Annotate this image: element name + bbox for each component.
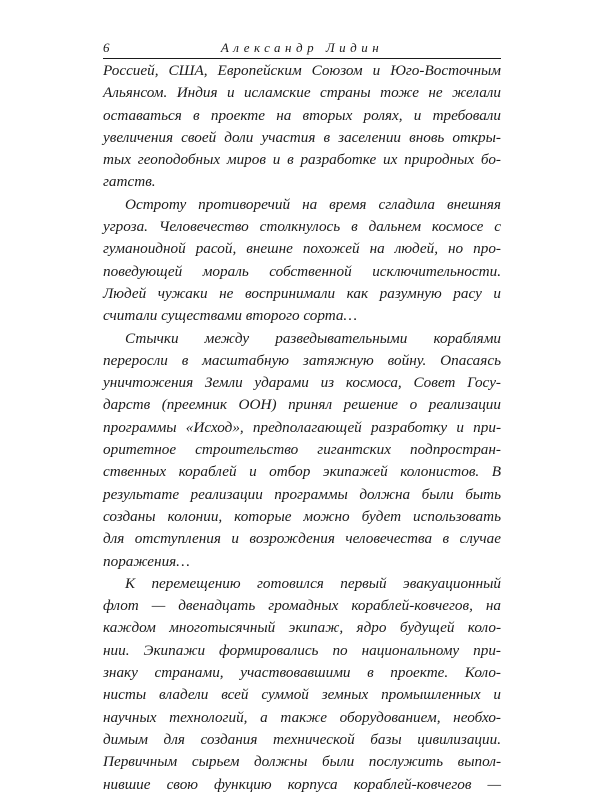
text-line: Альянсом. Индия и исламские страны тоже не желали [103, 84, 501, 102]
text-line: димым для создания технической базы цивилизации. [103, 730, 501, 748]
text-line: флот — двенадцать громадных кораблей-ковчегов, на [103, 597, 501, 615]
text-line: каждом многотысячный экипаж, ядро будущей коло- [103, 619, 501, 637]
text-line: ственных кораблей и отбор экипажей колонистов. В [103, 463, 501, 481]
text-line: для отступления и возрождения человечества в случае [103, 530, 501, 548]
text-line: программы «Исход», предполагающей разработку и при- [103, 418, 501, 436]
text-line: увеличения своей доли участия в заселении вновь откры- [103, 128, 501, 146]
text-line: Людей чужаки не воспринимали как разумную расу и [103, 284, 501, 302]
text-line: уничтожения Земли ударами из космоса, Совет Госу- [103, 374, 501, 392]
text-line: дарств (преемник ООН) принял решение о реализации [103, 396, 501, 414]
text-line: Россией, США, Европейским Союзом и Юго-Восточным [103, 62, 501, 79]
text-line: оставаться в проекте на вторых ролях, и требовали [103, 106, 501, 124]
text-line: Стычки между разведывательными кораблями [125, 329, 501, 347]
body-text [103, 60, 501, 796]
text-line: Первичным сырьем должны были послужить выпол- [103, 753, 501, 771]
text-line: поведующей мораль собственной исключительности. [103, 262, 501, 280]
text-line: гуманоидной расой, внешне похожей на людей, но про- [103, 240, 501, 258]
text-line: нившие свою функцию корпуса кораблей-ковчегов — [103, 775, 501, 793]
text-line: гатств. [103, 173, 156, 191]
running-title: Александр Лидин [220, 40, 384, 55]
text-line: угроза. Человечество столкнулось в дальнем космосе с [103, 218, 501, 236]
text-line: Остроту противоречий на время сгладила внешняя [125, 195, 501, 213]
text-line: научных технологий, а также оборудованием, необхо- [103, 708, 501, 726]
text-line: оритетное строительство гигантских подпростран- [103, 441, 501, 459]
text-line: созданы колонии, которые можно будет использовать [103, 507, 501, 525]
text-line: результате реализации программы должна были быть [103, 485, 501, 503]
text-line: считали существами второго сорта… [103, 307, 358, 325]
text-line: тых геоподобных миров и в разработке их природных бо- [103, 151, 501, 169]
text-line: переросли в масштабную затяжную войну. Опасаясь [103, 351, 501, 369]
page-header [103, 38, 501, 59]
text-line: К перемещению готовился первый эвакуационный [125, 574, 501, 592]
text-line: поражения… [103, 552, 190, 570]
text-line: нисты владели всей суммой земных промышленных и [103, 686, 501, 704]
text-line: нии. Экипажи формировались по национальному при- [103, 641, 501, 659]
text-line: знаку странами, участвовавшими в проекте. Коло- [103, 664, 501, 682]
page-number: 6 [103, 40, 110, 55]
